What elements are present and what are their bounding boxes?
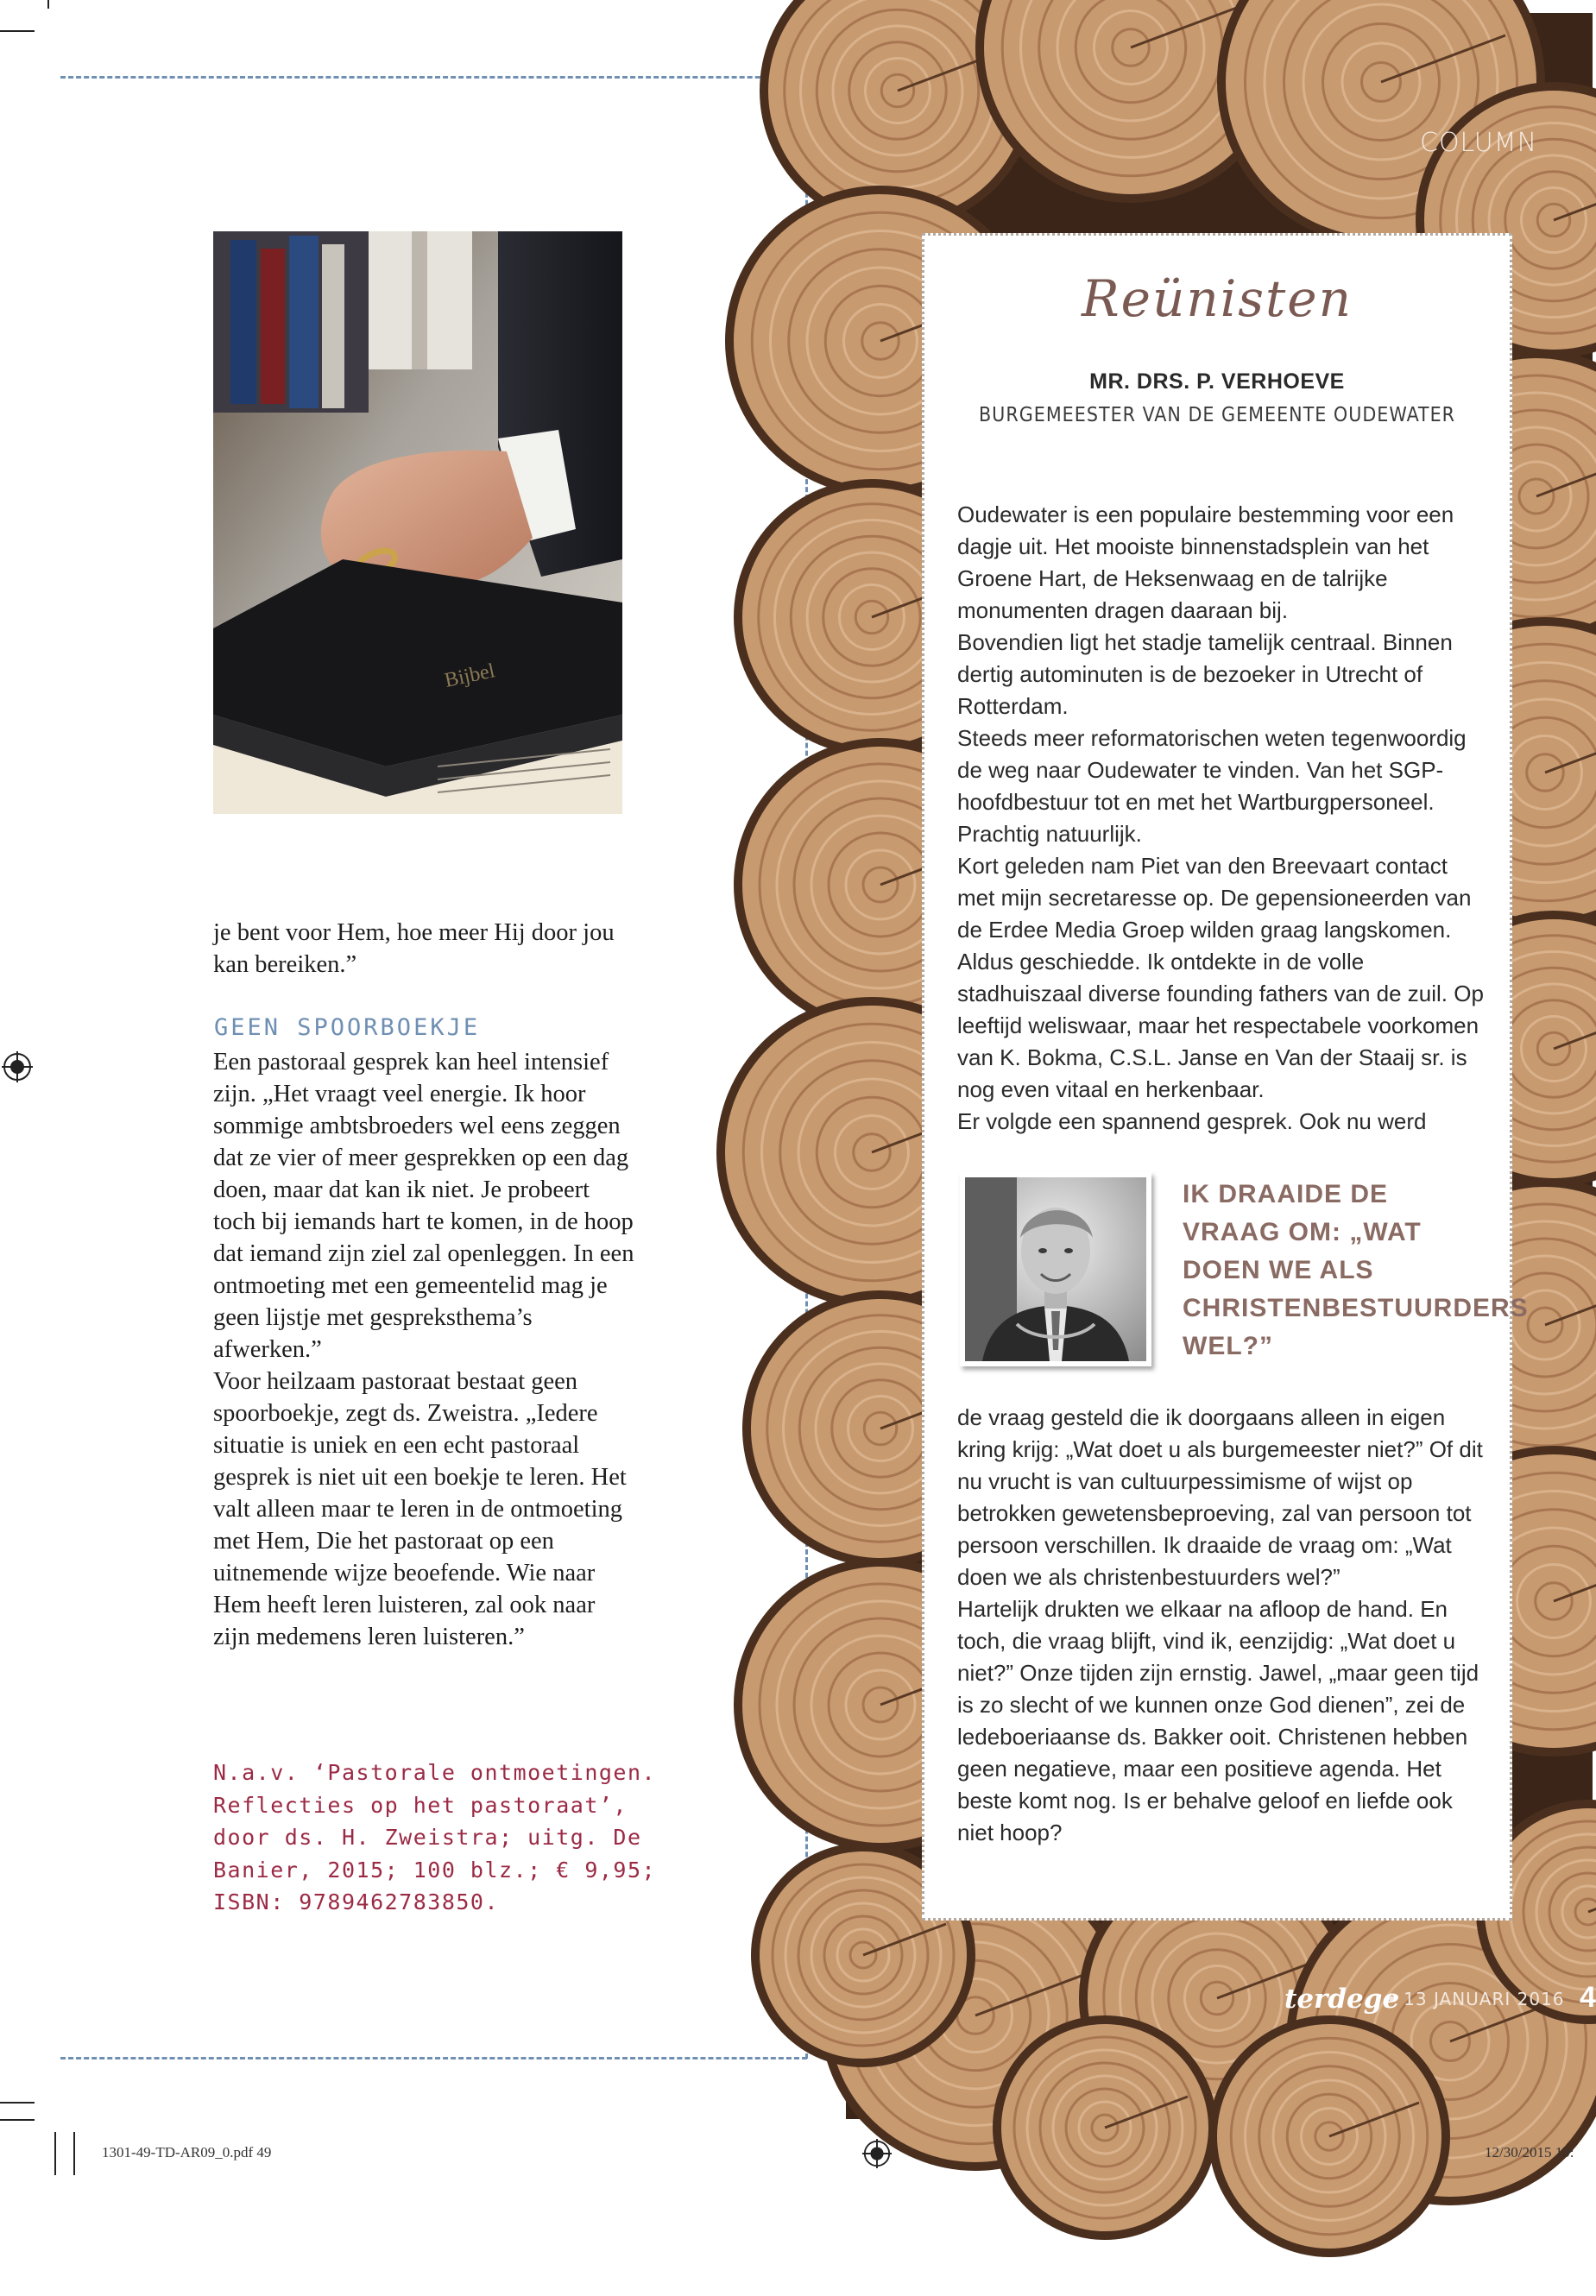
crop-mark xyxy=(47,0,49,9)
magazine-logo: terdege xyxy=(1284,1984,1400,2015)
paragraph: Er volgde een spannend gesprek. Ook nu werd xyxy=(957,1108,1427,1134)
paragraph: Kort geleden nam Piet van den Breevaart contact met mijn secretaresse op. De gepensioneerden van de Erdee Media Groep wilden graag langskomen. Aldus geschiedde. Ik ontdekte in de volle stadhuiszaal diverse founding fathers van de zuil. Op leeftijd weliswaar, maar het respectabele voorkomen van K. Bokma, C.S.L. Janse en Van der Staaij sr. is nog even vitaal en herkenbaar. xyxy=(957,853,1484,1102)
issue-date: • 13 JANUARI 2016 xyxy=(1386,1989,1565,2009)
section-label: COLUMN xyxy=(1420,128,1538,158)
author-portrait xyxy=(960,1172,1151,1366)
page-number: 4 xyxy=(1580,1981,1596,2014)
frame-top-border xyxy=(60,76,807,79)
paragraph: Hartelijk drukten we elkaar na afloop de hand. En toch, die vraag blijft, vind ik, eenzijdig: „Wat doet u niet?” Onze tijden zijn ernstig. Jawel, „maar geen tijd is zo slecht of we kunnen onze God dienen”, zei de ledeboeriaanse ds. Bakker ooit. Christenen hebben geen negatieve, maar een positieve agenda. Het beste komt nog. Is er behalve geloof en liefde ook niet hoop? xyxy=(957,1596,1479,1845)
bible-cover-label: Bijbel xyxy=(442,659,497,692)
crop-mark xyxy=(0,2102,35,2104)
paragraph: Een pastoraal gesprek kan heel intensief zijn. „Het vraagt veel energie. Ik hoor sommige ambtsbroeders wel eens zeggen dat ze vier of meer gesprekken op een dag doen, maar dat kan ik niet. Je probeert toch bij iemands hart te komen, in de hoop dat iemand zijn ziel zal openleggen. In een ontmoeting met een gemeentelid mag je geen lijstje met gespreksthema’s afwerken.” xyxy=(213,1049,634,1363)
paragraph: Bovendien ligt het stadje tamelijk centraal. Binnen dertig autominuten is de bezoeker in Utrecht of Rotterdam. xyxy=(957,629,1453,719)
paragraph-continued: je bent voor Hem, hoe meer Hij door jou kan bereiken.” xyxy=(213,919,615,978)
column-body-bottom xyxy=(957,1402,1484,1849)
column-body-top xyxy=(957,499,1484,1138)
paragraph: Voor heilzaam pastoraat bestaat geen spoorboekje, zegt ds. Zweistra. „Iedere situatie is uniek en een echt pastoraal gesprek is niet uit een boekje te leren. Het valt alleen maar te leren in de ontmoeting met Hem, Die het pastoraat op een uitnemende wijze beoefende. Wie naar Hem heeft leren luisteren, zal ook naar zijn medemens leren luisteren.” xyxy=(213,1368,627,1650)
pull-quote-text: IK DRAAIDE DE VRAAG OM: „WAT DOEN WE ALS CHRISTENBESTUURDERS WEL?” xyxy=(1183,1180,1529,1360)
frame-bottom-border xyxy=(60,2057,807,2059)
crop-mark xyxy=(0,2119,35,2121)
registration-mark-icon xyxy=(2,1051,33,1082)
crop-mark xyxy=(73,2132,75,2175)
crop-mark xyxy=(0,30,35,32)
column-title: Reünisten xyxy=(1081,269,1353,328)
paragraph: de vraag gesteld die ik doorgaans alleen in eigen kring krijg: „Wat doet u als burgemeester niet?” Of dit nu vrucht is van cultuurpessimisme of wijst op betrokken gewetensbeproeving, zal van persoon tot persoon verschillen. Ik draaide de vraag om: „Wat doen we als christenbestuurders wel?” xyxy=(957,1404,1483,1590)
pull-quote xyxy=(1183,1176,1529,1366)
section-subhead: GEEN SPOORBOEKJE xyxy=(214,1014,481,1041)
bible-hand-photo xyxy=(213,231,622,814)
article-continuation xyxy=(213,917,636,981)
slug-filename: 1301-49-TD-AR09_0.pdf 49 xyxy=(102,2144,272,2160)
crop-mark xyxy=(54,2132,56,2175)
paragraph: Steeds meer reformatorischen weten tegenwoordig de weg naar Oudewater te vinden. Van het SGP-hoofdbestuur tot en met het Wartburgpersoneel. Prachtig natuurlijk. xyxy=(957,725,1467,847)
article-body xyxy=(213,1046,636,1653)
registration-mark-icon xyxy=(862,2139,892,2168)
author-name: MR. DRS. P. VERHOEVE xyxy=(1089,369,1345,394)
author-role: BURGEMEESTER VAN DE GEMEENTE OUDEWATER xyxy=(978,404,1456,426)
paragraph: Oudewater is een populaire bestemming voor een dagje uit. Het mooiste binnenstadsplein van het Groene Hart, de Heksenwaag en de talrijke monumenten dragen daaraan bij. xyxy=(957,501,1454,623)
slug-datetime: 12/30/2015 10: xyxy=(1485,2144,1574,2160)
book-credit: N.a.v. ‘Pastorale ontmoetingen. Reflecties op het pastoraat’, door ds. H. Zweistra; uitg. De Banier, 2015; 100 blz.; € 9,95; ISBN: 9789462783850. xyxy=(213,1760,657,1914)
